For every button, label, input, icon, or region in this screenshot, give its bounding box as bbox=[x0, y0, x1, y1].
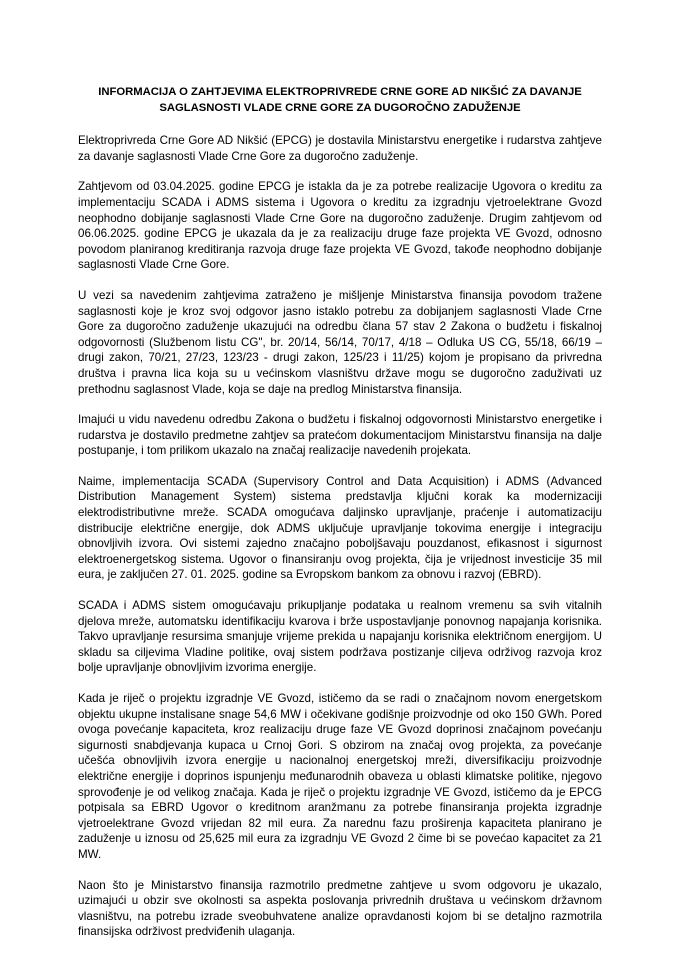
document-title: INFORMACIJA O ZAHTJEVIMA ELEKTROPRIVREDE CRNE GORE AD NIKŠIĆ ZA DAVANJE SAGLASNOSTI VLADE CRNE GORE ZA DUGOROČNO ZADUŽENJE bbox=[98, 86, 582, 114]
paragraph-4: Imajući u vidu navedenu odredbu Zakona o budžetu i fiskalnoj odgovornosti Ministarstvo energetike i rudarstva je dostavilo predmetne zahtjev sa pratećom dokumentacijom Ministarstvu finansija na dalje postupanje, i tom prilikom ukazalo na značaj realizacije navedenih projekata. bbox=[78, 413, 602, 458]
paragraph-3: U vezi sa navedenim zahtjevima zatraženo je mišljenje Ministarstva finansija povodom tražene saglasnosti koje je kroz svoj odgovor jasno istaklo potrebu za dobijanjem saglasnosti Vlade Crne Gore za dugoročno zaduženje ukazujući na odredbu člana 57 stav 2 Zakona o budžetu i fiskalnoj odgovornosti (Službenom listu CG", br. 20/14, 56/14, 70/17, 4/18 – Odluka US CG, 55/18, 66/19 –drugi zakon, 70/21, 27/23, 123/23 - drugi zakon, 125/23 i 11/25) kojom je propisano da privredna društva i pravna lica koja su u većinskom vlasništvu države mogu se dugoročno zaduživati uz prethodnu saglasnost Vlade, koja se daje na predlog Ministarstva finansija. bbox=[78, 288, 602, 396]
paragraph-7: Kada je riječ o projektu izgradnje VE Gvozd, ističemo da se radi o značajnom novom energetskom objektu ukupne instalisane snage 54,6 MW i očekivane godišnje proizvodnje od oko 150 GWh. Pored ovoga povećanje kapaciteta, kroz realizaciju druge faze VE Gvozd doprinosi značajnom povećanju sigurnosti snabdjevanja kupaca u Crnoj Gori. S obzirom na značaj ovog projekta, za povećanje učešća obnovljivih izvora energije u nacionalnoj energetskoj mreži, diversifikaciju proizvodnje električne energije i doprinos ispunjenju međunarodnih obaveza u oblasti klimatske politike, njegovo sprovođenje je od velikog značaja. Kada je riječ o projektu izgradnje VE Gvozd, ističemo da je EPCG potpisala sa EBRD Ugovor o kreditnom aranžmanu za potrebe finansiranja projekta izgradnje vjetroelektrane Gvozd vrijedan 82 mil eura. Za narednu fazu proširenja kapaciteta planirano je zaduženje u iznosu od 25,625 mil eura za izgradnju VE Gvozd 2 čime bi se povećao kapacitet za 21 MW. bbox=[78, 692, 602, 861]
paragraph-8: Naon što je Ministarstvo finansija razmotrilo predmetne zahtjeve u svom odgovoru je ukazalo, uzimajući u obzir sve okolnosti sa aspekta poslovanja privrednih društava u većinskom državnom vlasništvu, na potrebu izrade sveobuhvatene analize opravdanosti kojom bi se detaljno razmotrila finansijska održivost predviđenih ulaganja. bbox=[78, 878, 602, 939]
paragraph-6: SCADA i ADMS sistem omogućavaju prikupljanje podataka u realnom vremenu sa svih vitalnih djelova mreže, automatsku identifikaciju kvarova i brže uspostavljanje ponovnog napajanja korisnika. Takvo upravljanje resursima smanjuje vrijeme prekida u napajanju korisnika električnom energijom. U skladu sa ciljevima Vladine politike, ovaj sistem podržava postizanje ciljeva održivog razvoja kroz bolje upravljanje obnovljivim izvorima energije. bbox=[78, 599, 602, 675]
paragraph-5: Naime, implementacija SCADA (Supervisory Control and Data Acquisition) i ADMS (Advanced Distribution Management System) sistema predstavlja ključni korak ka modernizaciji elektrodistributivne mreže. SCADA omogućava daljinsko upravljanje, praćenje i automatizaciju distribucije električne energije, dok ADMS uključuje upravljanje tokovima energije i integraciju obnovljivih izvora. Ovi sistemi zajedno značajno poboljšavaju pouzdanost, efikasnost i sigurnost elektroenergetskog sistema. Ugovor o finansiranju ovog projekta, čija je vrijednost investicije 35 mil eura, je zaključen 27. 01. 2025. godine sa Evropskom bankom za obnovu i razvoj (EBRD). bbox=[78, 474, 602, 582]
paragraph-2: Zahtjevom od 03.04.2025. godine EPCG je istakla da je za potrebe realizacije Ugovora o kreditu za implementaciju SCADA i ADMS sistema i Ugovora o kreditu za izgradnju vjetroelektrane Gvozd neophodno dobijanje saglasnosti Vlade Crne Gore na dugoročno zaduženje. Drugim zahtjevom od 06.06.2025. godine EPCG je ukazala da je za realizaciju druge faze projekta VE Gvozd, odnosno povodom planiranog kreditiranja razvoja druge faze projekta VE Gvozd, takođe neophodno dobijanje saglasnosti Vlade Crne Gore. bbox=[78, 180, 602, 272]
paragraph-1: Elektroprivreda Crne Gore AD Nikšić (EPCG) je dostavila Ministarstvu energetike i rudarstva zahtjeve za davanje saglasnosti Vlade Crne Gore za dugoročno zaduženje. bbox=[78, 134, 602, 163]
